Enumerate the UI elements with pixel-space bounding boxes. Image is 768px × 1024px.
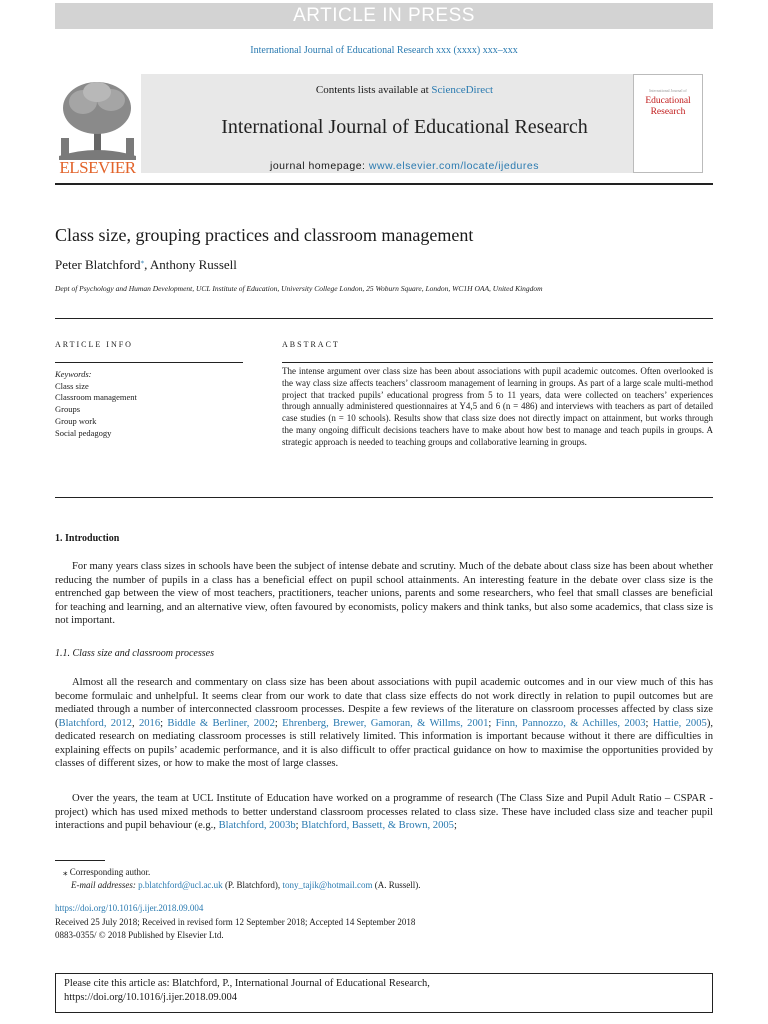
- keyword-item: Class size: [55, 380, 89, 391]
- homepage-prefix: journal homepage:: [270, 160, 369, 172]
- journal-reference[interactable]: International Journal of Educational Research xxx (xxxx) xxx–xxx: [250, 45, 518, 56]
- masthead: [55, 72, 713, 176]
- citation-box: [55, 973, 713, 1013]
- citation-link[interactable]: Biddle & Berliner, 2002: [167, 717, 275, 729]
- abstract-rule: [282, 362, 713, 363]
- copyright-line: 0883-0355/ © 2018 Published by Elsevier Ltd.: [55, 930, 224, 940]
- footnote-rule: [55, 860, 105, 861]
- citation-separator: ;: [488, 717, 496, 729]
- doi-line: [55, 903, 203, 913]
- citation-line-1: Please cite this article as: Blatchford, P., International Journal of Educational Research,: [64, 978, 430, 989]
- citation-separator: ;: [295, 820, 302, 831]
- corresponding-author-note: ⁎ Corresponding author.: [63, 867, 151, 877]
- keywords-label: Keywords:: [55, 369, 92, 379]
- paragraph-text: Over the years, the team at UCL Institute of Education have worked on a programme of research (The Class Size and Pupil Adult Ratio – CSPAR - project) which has used mixed methods to better understand classroom processes related to class size. These have included class size and teacher pupil interactions and pupil behaviour (e.g.,: [55, 793, 713, 831]
- keyword-item: Group work: [55, 415, 97, 426]
- email-link-russell[interactable]: tony_tajik@hotmail.com: [282, 880, 373, 890]
- author-blatchford[interactable]: Peter Blatchford: [55, 257, 141, 272]
- contents-prefix: Contents lists available at: [315, 84, 432, 96]
- email-name: (A. Russell).: [372, 880, 421, 890]
- homepage-link[interactable]: www.elsevier.com/locate/ijedures: [368, 160, 539, 172]
- section-introduction-heading: 1. Introduction: [55, 533, 120, 544]
- cover-title-line-1: Educational: [645, 96, 691, 106]
- abstract-text: The intense argument over class size has been about associations with pupil academic outcomes. Often overlooked is the way class size affects teachers’ classroom management of learning in groups. As part of a large scale multi-method project that tracked pupils’ educational progress from 5 to 11 years, data were collected on teachers’ experiences through annually administered questionnaires at Y4,5 and 6 (n = 486) and interviews with teachers as part of detailed case studies (n = 10 schools). Results show that class size does not directly impact on attainment, but works through the many ongoing difficult decisions teachers have to make about how best to manage and teach pupils in groups. A strategic approach is needed to teaching groups and collaborative learning in groups.: [282, 366, 713, 447]
- author-separator: ,: [144, 257, 150, 272]
- cover-subtitle: International Journal of: [649, 88, 687, 93]
- keyword-item: Groups: [55, 404, 81, 415]
- citation-link[interactable]: Blatchford, 2003b: [218, 820, 296, 831]
- citation-separator: ;: [645, 717, 653, 729]
- email-label: E-mail addresses:: [71, 880, 139, 890]
- elsevier-logo[interactable]: [55, 78, 140, 178]
- article-title: Class size, grouping practices and classroom management: [55, 225, 474, 245]
- cover-title-line-2: Research: [650, 107, 686, 117]
- class-size-paragraph: [55, 676, 713, 771]
- homepage-line: [141, 160, 668, 172]
- corresponding-marker[interactable]: ⁎: [140, 257, 145, 266]
- article-info-rule: [55, 362, 243, 363]
- journal-title: International Journal of Educational Research: [221, 116, 588, 138]
- paragraph-text: ), dedicated research on mediating classroom processes is still relatively limited. This information is important because without it there are difficulties in explaining effects on pupils’ academic performance, and it is also difficult to offer practical guidance on how to maximise the opportunities provided by classes of different sizes, or how to make the most of large classes.: [55, 717, 714, 769]
- journal-banner: [141, 74, 668, 173]
- citation-link[interactable]: Finn, Pannozzo, & Achilles, 2003: [495, 717, 646, 729]
- subsection-heading: 1.1. Class size and classroom processes: [55, 648, 214, 659]
- citation-link[interactable]: Ehrenberg, Brewer, Gamoran, & Willms, 2001: [282, 717, 489, 729]
- research-programme-paragraph: [55, 792, 713, 833]
- citation-separator: ;: [160, 717, 168, 729]
- citation-separator: ;: [274, 717, 283, 729]
- received-dates: Received 25 July 2018; Received in revised form 12 September 2018; Accepted 14 September 2018: [55, 917, 416, 927]
- abstract-heading: ABSTRACT: [282, 340, 340, 349]
- email-link-blatchford[interactable]: p.blatchford@ucl.ac.uk: [138, 880, 223, 890]
- paragraph-text: Almost all the research and commentary on class size has been about associations with pupil academic outcomes and in our view much of this has become formulaic and unhelpful. It seems clear from our work to date that class size effects do not work directly in relation to pupil outcomes but are mediated through a number of interconnected classroom processes. Despite a few reviews of the literature on classroom processes affected by class size (: [55, 677, 713, 729]
- author-list: [55, 257, 237, 273]
- keywords-block: [55, 369, 137, 439]
- sciencedirect-link[interactable]: ScienceDirect: [431, 84, 494, 96]
- citation-link[interactable]: Blatchford, 2012: [58, 717, 132, 729]
- info-top-rule: [55, 318, 713, 319]
- email-name: (P. Blatchford),: [222, 880, 283, 890]
- paragraph-text: ;: [453, 820, 457, 831]
- citation-separator: ,: [131, 717, 139, 729]
- masthead-rule: [55, 183, 713, 185]
- intro-paragraph: For many years class sizes in schools have been the subject of intense debate and scrutiny. Much of the debate about class size has been about whether reducing the number of pupils in a class has a beneficial effect on pupil school attainments. An interesting feature in the debate over class size is the entrenched gap between the view of most teachers, practitioners, teacher unions, parents and some researchers, who feel that small classes are beneficial for teaching and learning, and an alternative view, often favoured by economists, policy makers and think tanks, but also some academics, that class size is not important.: [55, 561, 713, 626]
- publisher-name: ELSEVIER: [59, 158, 136, 177]
- journal-cover-thumbnail[interactable]: [633, 74, 703, 173]
- abstract-bottom-rule: [55, 497, 713, 498]
- citation-link[interactable]: Blatchford, Bassett, & Brown, 2005: [301, 820, 454, 831]
- citation-line-2[interactable]: https://doi.org/10.1016/j.ijer.2018.09.004: [64, 992, 238, 1003]
- keyword-item: Classroom management: [55, 392, 137, 403]
- contents-line: [141, 84, 668, 96]
- article-in-press-banner: ARTICLE IN PRESS: [55, 3, 713, 29]
- affiliation: Dept of Psychology and Human Development, UCL Institute of Education, University College London, 25 Woburn Square, London, WC1H OAA, United Kingdom: [55, 284, 543, 293]
- doi-link[interactable]: https://doi.org/10.1016/j.ijer.2018.09.004: [55, 903, 204, 913]
- citation-link[interactable]: 2016: [138, 717, 161, 729]
- cover-title: [634, 96, 702, 118]
- citation-link[interactable]: Hattie, 2005: [652, 717, 707, 729]
- article-info-heading: ARTICLE INFO: [55, 340, 133, 349]
- email-note: [71, 880, 420, 890]
- keyword-item: Social pedagogy: [55, 427, 112, 438]
- author-russell[interactable]: Anthony Russell: [149, 257, 237, 272]
